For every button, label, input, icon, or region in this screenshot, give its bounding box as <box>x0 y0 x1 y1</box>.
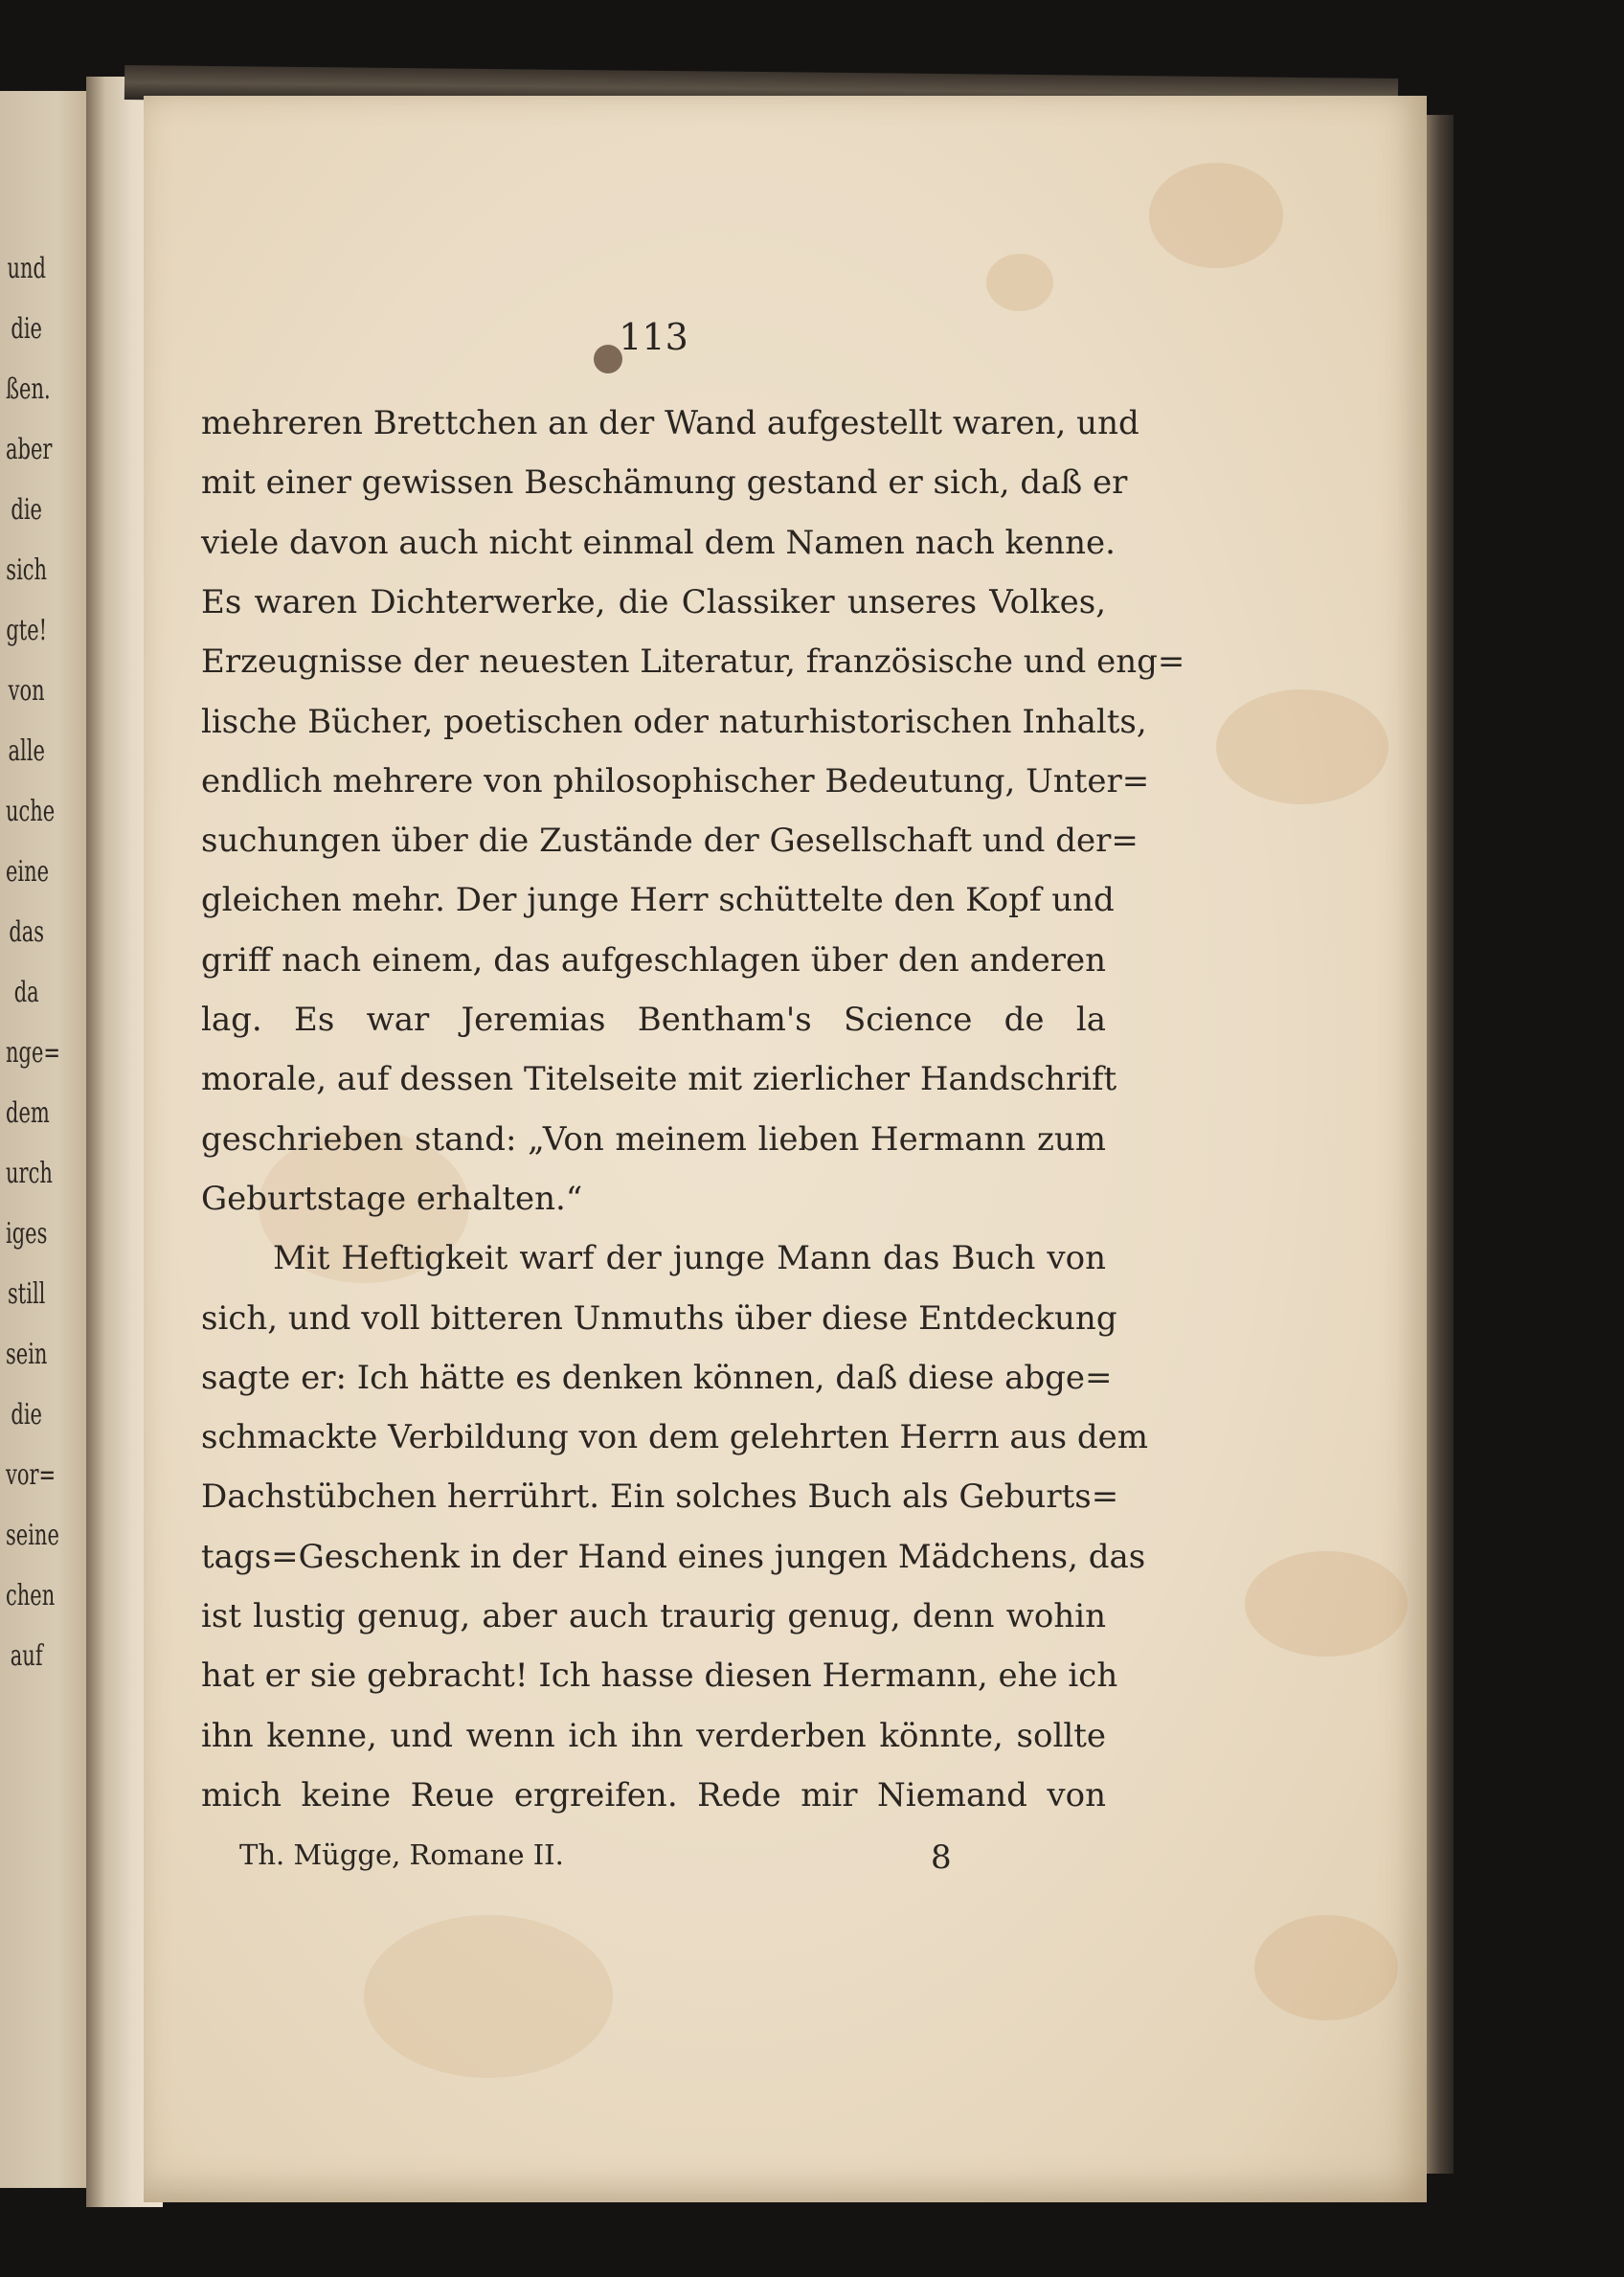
stain <box>1149 163 1283 268</box>
left-page-fragment: die <box>11 1398 42 1432</box>
left-page-fragment: ßen. <box>6 372 51 406</box>
left-page-fragment: urch <box>6 1157 53 1190</box>
left-page-fragment: und <box>7 252 46 285</box>
text-line: tags=Geschenk in der Hand eines jungen Mädchens, das <box>201 1537 1146 1576</box>
text-line: Dachstübchen herrührt. Ein solches Buch als Geburts= <box>201 1477 1119 1517</box>
left-page-fragment: sein <box>6 1338 48 1371</box>
left-page-fragment: eine <box>6 855 50 889</box>
text-line: gleichen mehr. Der junge Herr schüttelte den Kopf und <box>201 881 1115 920</box>
text-line: lische Bücher, poetischen oder naturhistorischen Inhalts, <box>201 702 1147 741</box>
left-page-fragment: alle <box>8 734 45 768</box>
text-line: geschrieben stand: „Von meinem lieben Hermann zum <box>201 1119 1106 1159</box>
left-page-fragment: still <box>8 1277 46 1311</box>
stain <box>1216 689 1388 804</box>
text-line: mehreren Brettchen an der Wand aufgestellt waren, und <box>201 404 1139 442</box>
stain <box>1245 1551 1408 1657</box>
signature-mark: 8 <box>931 1838 952 1877</box>
stain <box>364 1915 613 2078</box>
text-line: mit einer gewissen Beschämung gestand er sich, daß er <box>201 463 1128 503</box>
text-line: lag. Es war Jeremias Bentham's Science de la <box>201 1001 1106 1039</box>
signature-line: Th. Mügge, Romane II. <box>239 1838 564 1871</box>
text-line: Erzeugnisse der neuesten Literatur, französische und eng= <box>201 643 1185 682</box>
left-page-fragment: da <box>13 976 39 1009</box>
left-page-fragment: sich <box>6 553 48 587</box>
text-line: endlich mehrere von philosophischer Bedeutung, Unter= <box>201 761 1150 800</box>
text-line: schmackte Verbildung von dem gelehrten Herrn aus dem <box>201 1418 1148 1457</box>
left-page-fragment: die <box>11 312 42 346</box>
text-line: morale, auf dessen Titelseite mit zierlicher Handschrift <box>201 1060 1117 1099</box>
text-line: viele davon auch nicht einmal dem Namen nach kenne. <box>201 523 1116 562</box>
text-line: Es waren Dichterwerke, die Classiker unseres Volkes, <box>201 582 1106 621</box>
left-page-fragment: aber <box>6 433 53 466</box>
text-line: suchungen über die Zustände der Gesellschaft und der= <box>201 822 1139 861</box>
text-line: mich keine Reue ergreifen. Rede mir Niemand von <box>201 1775 1106 1815</box>
stain <box>986 254 1053 311</box>
left-page-edge <box>0 91 96 2188</box>
text-line: sich, und voll bitteren Unmuths über diese Entdeckung <box>201 1298 1117 1338</box>
left-page-fragment: das <box>9 915 45 949</box>
text-line: Mit Heftigkeit warf der junge Mann das Buch von <box>273 1239 1106 1278</box>
text-line: sagte er: Ich hätte es denken können, daß diese abge= <box>201 1358 1113 1397</box>
left-page-fragment: uche <box>6 795 56 828</box>
left-page-fragment: vor= <box>6 1458 56 1492</box>
text-line: ist lustig genug, aber auch traurig genug, denn wohin <box>201 1597 1106 1635</box>
left-page-fragment: dem <box>6 1096 50 1130</box>
left-page-fragment: die <box>11 493 42 527</box>
left-page-fragment: von <box>8 674 45 708</box>
left-page-fragment: iges <box>6 1217 48 1251</box>
text-line: Geburtstage erhalten.“ <box>201 1179 583 1218</box>
left-page-fragment: seine <box>6 1519 59 1552</box>
left-page-fragment: chen <box>6 1579 56 1612</box>
left-page-fragment: gte! <box>6 614 48 647</box>
text-line: hat er sie gebracht! Ich hasse diesen Hermann, ehe ich <box>201 1657 1118 1696</box>
left-page-fragment: auf <box>10 1639 43 1673</box>
text-line: ihn kenne, und wenn ich ihn verderben könnte, sollte <box>201 1716 1106 1755</box>
text-line: griff nach einem, das aufgeschlagen über den anderen <box>201 940 1106 980</box>
left-page-fragment: nge= <box>6 1036 60 1070</box>
stain <box>1254 1915 1398 2020</box>
page-number: 113 <box>619 316 688 358</box>
